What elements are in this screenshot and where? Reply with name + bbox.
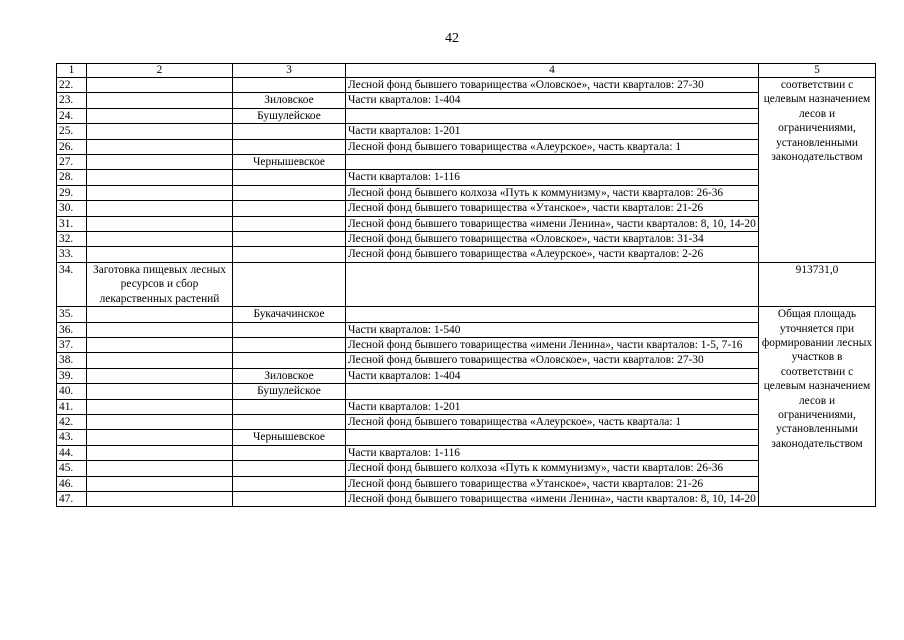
- activity-type: [87, 201, 233, 216]
- activity-type: [87, 430, 233, 445]
- forestry-name: [233, 445, 346, 460]
- forest-location: [346, 307, 759, 322]
- activity-type: [87, 78, 233, 93]
- forest-location: Лесной фонд бывшего товарищества «Алеурское», часть квартала: 1: [346, 414, 759, 429]
- activity-type: [87, 476, 233, 491]
- forestry-name: [233, 491, 346, 506]
- row-number: 41.: [57, 399, 87, 414]
- row-number: 40.: [57, 384, 87, 399]
- activity-type: [87, 353, 233, 368]
- forestry-name: [233, 322, 346, 337]
- row-number: 44.: [57, 445, 87, 460]
- table-row: [57, 337, 876, 352]
- table-row: [57, 307, 876, 322]
- activity-type: [87, 185, 233, 200]
- forestry-name: [233, 124, 346, 139]
- forestry-name: Зиловское: [233, 368, 346, 383]
- table-row: [57, 322, 876, 337]
- row-number: 47.: [57, 491, 87, 506]
- row-number: 45.: [57, 461, 87, 476]
- forest-location: Части кварталов: 1-540: [346, 322, 759, 337]
- forestry-name: Чернышевское: [233, 155, 346, 170]
- forestry-name: [233, 399, 346, 414]
- table-row: [57, 414, 876, 429]
- activity-type: [87, 307, 233, 322]
- row-number: 30.: [57, 201, 87, 216]
- table-row: [57, 430, 876, 445]
- forest-location: Части кварталов: 1-404: [346, 93, 759, 108]
- row-number: 36.: [57, 322, 87, 337]
- table-row: [57, 201, 876, 216]
- forest-location: Лесной фонд бывшего товарищества «Алеурское», часть квартала: 1: [346, 139, 759, 154]
- forestry-name: [233, 232, 346, 247]
- forestry-name: Бушулейское: [233, 384, 346, 399]
- forest-location: Лесной фонд бывшего товарищества «Оловское», части кварталов: 27-30: [346, 353, 759, 368]
- forestry-name: [233, 216, 346, 231]
- activity-type: [87, 414, 233, 429]
- forestry-name: [233, 476, 346, 491]
- table-row: [57, 247, 876, 262]
- header-col-5: 5: [759, 64, 876, 78]
- row-number: 31.: [57, 216, 87, 231]
- activity-type: [87, 461, 233, 476]
- page-number: 42: [445, 31, 459, 46]
- forest-location: Части кварталов: 1-116: [346, 445, 759, 460]
- forestry-name: Зиловское: [233, 93, 346, 108]
- activity-type: [87, 247, 233, 262]
- forest-location: Части кварталов: 1-116: [346, 170, 759, 185]
- table-row: [57, 155, 876, 170]
- forest-location: Лесной фонд бывшего товарищества «имени Ленина», части кварталов: 8, 10, 14-20: [346, 216, 759, 231]
- row-number: 32.: [57, 232, 87, 247]
- table-row: [57, 353, 876, 368]
- table-row: [57, 185, 876, 200]
- forest-location: Части кварталов: 1-201: [346, 399, 759, 414]
- activity-type: [87, 216, 233, 231]
- forestry-name: [233, 185, 346, 200]
- table-row: [57, 445, 876, 460]
- table-row: [57, 368, 876, 383]
- activity-type: [87, 399, 233, 414]
- row-number: 28.: [57, 170, 87, 185]
- row-number: 24.: [57, 108, 87, 123]
- activity-type: Заготовка пищевых лесных ресурсов и сбор лекарственных растений: [87, 262, 233, 306]
- activity-type: [87, 93, 233, 108]
- forest-location: Лесной фонд бывшего колхоза «Путь к коммунизму», части кварталов: 26-36: [346, 185, 759, 200]
- table-row: [57, 170, 876, 185]
- forestry-name: [233, 170, 346, 185]
- header-col-3: 3: [233, 64, 346, 78]
- row-number: 46.: [57, 476, 87, 491]
- forestry-name: [233, 461, 346, 476]
- activity-type: [87, 155, 233, 170]
- activity-type: [87, 139, 233, 154]
- forestry-name: [233, 337, 346, 352]
- forest-location: [346, 430, 759, 445]
- forestry-name: Чернышевское: [233, 430, 346, 445]
- row-number: 38.: [57, 353, 87, 368]
- activity-type: [87, 322, 233, 337]
- table-row: [57, 476, 876, 491]
- table-row: [57, 399, 876, 414]
- row-number: 27.: [57, 155, 87, 170]
- forestry-name: [233, 262, 346, 306]
- row-number: 22.: [57, 78, 87, 93]
- area-note: Общая площадь уточняется при формировании лесных участков в соответствии с целевым назначением лесов и ограничениями, установленными законодательством: [759, 307, 876, 507]
- row-number: 37.: [57, 337, 87, 352]
- forest-location: Лесной фонд бывшего товарищества «Утанское», части кварталов: 21-26: [346, 476, 759, 491]
- table-row: [57, 232, 876, 247]
- table-row: [57, 93, 876, 108]
- activity-type: [87, 124, 233, 139]
- forestry-name: Бушулейское: [233, 108, 346, 123]
- row-number: 33.: [57, 247, 87, 262]
- header-col-4: 4: [346, 64, 759, 78]
- area-note: соответствии с целевым назначением лесов и ограничениями, установленными законодательством: [759, 78, 876, 263]
- area-value: 913731,0: [759, 262, 876, 306]
- forestry-name: [233, 78, 346, 93]
- forestry-name: [233, 353, 346, 368]
- forestry-name: [233, 247, 346, 262]
- table-row: [57, 216, 876, 231]
- activity-type: [87, 445, 233, 460]
- forestry-name: [233, 201, 346, 216]
- forest-location: [346, 155, 759, 170]
- header-row: [57, 64, 876, 78]
- forest-location: Лесной фонд бывшего товарищества «Алеурское», части кварталов: 2-26: [346, 247, 759, 262]
- row-number: 43.: [57, 430, 87, 445]
- row-number: 23.: [57, 93, 87, 108]
- table-row: [57, 124, 876, 139]
- table-row: [57, 262, 876, 306]
- activity-type: [87, 170, 233, 185]
- forest-location: Лесной фонд бывшего товарищества «имени Ленина», части кварталов: 1-5, 7-16: [346, 337, 759, 352]
- row-number: 34.: [57, 262, 87, 306]
- forest-location: Лесной фонд бывшего товарищества «Оловское», части кварталов: 31-34: [346, 232, 759, 247]
- forest-location: Части кварталов: 1-201: [346, 124, 759, 139]
- forestry-name: [233, 139, 346, 154]
- forest-location: Лесной фонд бывшего товарищества «Утанское», части кварталов: 21-26: [346, 201, 759, 216]
- activity-type: [87, 108, 233, 123]
- table-row: [57, 384, 876, 399]
- table-row: [57, 108, 876, 123]
- activity-type: [87, 232, 233, 247]
- forest-location: [346, 108, 759, 123]
- header-col-1: 1: [57, 64, 87, 78]
- table-row: [57, 78, 876, 93]
- forestry-name: Букачачинское: [233, 307, 346, 322]
- table-row: [57, 139, 876, 154]
- row-number: 25.: [57, 124, 87, 139]
- forestry-name: [233, 414, 346, 429]
- row-number: 42.: [57, 414, 87, 429]
- activity-type: [87, 491, 233, 506]
- forest-location: Части кварталов: 1-404: [346, 368, 759, 383]
- forest-location: Лесной фонд бывшего колхоза «Путь к коммунизму», части кварталов: 26-36: [346, 461, 759, 476]
- row-number: 26.: [57, 139, 87, 154]
- header-col-2: 2: [87, 64, 233, 78]
- forest-location: Лесной фонд бывшего товарищества «Оловское», части кварталов: 27-30: [346, 78, 759, 93]
- forest-usage-table: [56, 63, 876, 507]
- row-number: 39.: [57, 368, 87, 383]
- forest-location: Лесной фонд бывшего товарищества «имени Ленина», части кварталов: 8, 10, 14-20: [346, 491, 759, 506]
- table-body: [57, 78, 876, 507]
- table-row: [57, 491, 876, 506]
- table-row: [57, 461, 876, 476]
- activity-type: [87, 337, 233, 352]
- forest-location: [346, 262, 759, 306]
- row-number: 29.: [57, 185, 87, 200]
- activity-type: [87, 368, 233, 383]
- activity-type: [87, 384, 233, 399]
- forest-location: [346, 384, 759, 399]
- row-number: 35.: [57, 307, 87, 322]
